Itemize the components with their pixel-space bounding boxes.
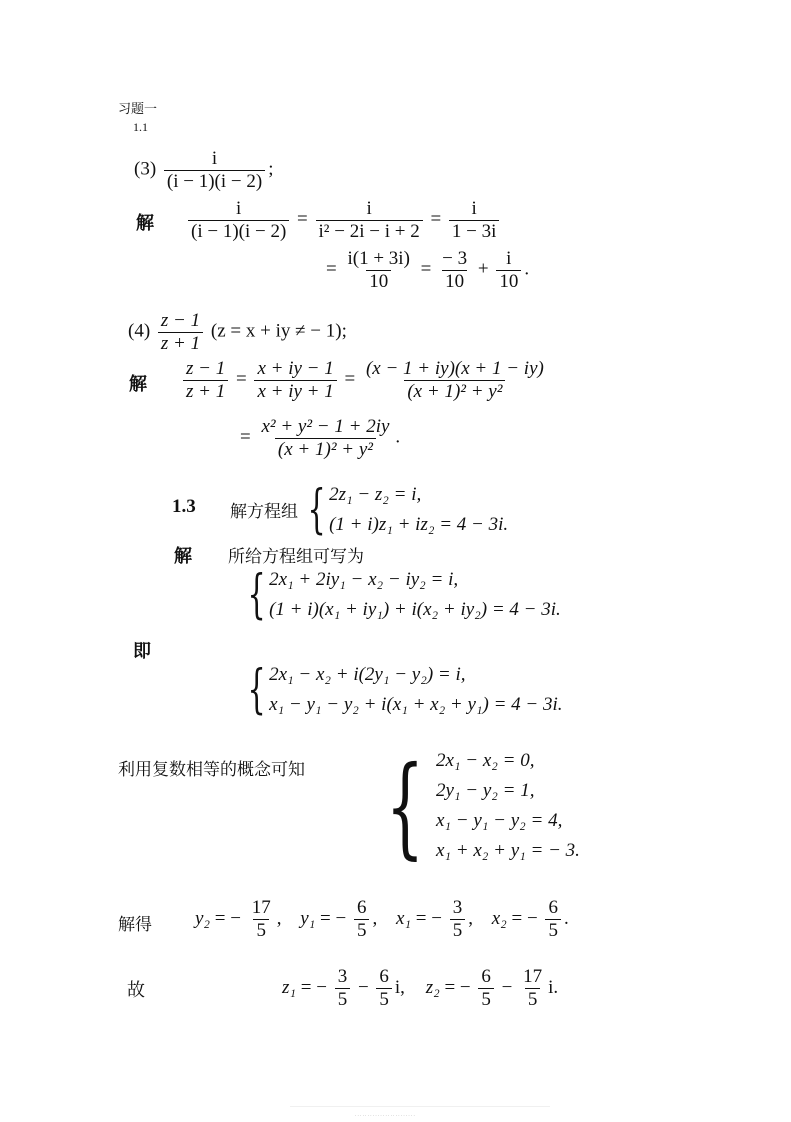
fraction: $\frac{i}{(i - 1)(i - 2)}$ bbox=[188, 198, 289, 243]
z1-answer: z₁ = − $\frac{3}{5}$ − $\frac{6}{5}$ i, bbox=[282, 966, 405, 1010]
fraction: $\frac{x + iy - 1}{x + iy + 1}$ bbox=[254, 358, 336, 403]
exercise-title: 习题一 bbox=[118, 102, 158, 117]
z2-answer: z₂ = − $\frac{6}{5}$ − $\frac{17}{5}$ i. bbox=[425, 966, 559, 1010]
fraction: $\frac{\text{x² + y² − 1 + 2iy}}{\text{(x + 1)² + y²}}$ bbox=[261, 416, 390, 460]
problem-3-statement: (3) $\frac{i}{(i - 1)(i - 2)}$ ; bbox=[134, 148, 274, 192]
problem-3-solution-line-2: = $\frac{i(1 + 3i)}{10}$ = $\frac{- 3}{10}$ + $\frac{i}{10}$ . bbox=[326, 248, 530, 292]
fraction: $\frac{i}{1 - 3i}$ bbox=[449, 198, 500, 243]
problem-4-solution-line-1: $\frac{z - 1}{z + 1}$ = $\frac{x + iy - 1}{x + iy + 1}$ = $\frac{(x - 1 + iy)(x + 1 - iy)}{\text{(x + 1)² + y²}}$ bbox=[180, 358, 550, 403]
ji-label: 即 bbox=[133, 641, 151, 662]
equation-system-1: { 2z₁ − z₂ = i, (1 + i)z₁ + iz₂ = 4 − 3i. bbox=[307, 480, 509, 540]
solution-label: 解 bbox=[129, 374, 147, 395]
problem-1-3-label: 1.3 bbox=[172, 496, 196, 517]
footer-text: · · · · · · · · · · · · · · · · · · · · · · · · bbox=[355, 1113, 415, 1118]
fraction: $\frac{- 3}{10}$ bbox=[442, 248, 468, 292]
left-brace-icon: { bbox=[307, 480, 326, 540]
fraction: $\frac{z - 1}{z + 1}$ bbox=[183, 358, 228, 403]
fraction: $\frac{i(1 + 3i)}{10}$ bbox=[347, 248, 410, 292]
fraction: $\frac{z - 1}{z + 1}$ bbox=[158, 310, 203, 355]
footer-divider bbox=[290, 1106, 550, 1107]
problem-4-statement bbox=[128, 310, 347, 355]
equation-system-2: { 2x₁ + 2iy₁ − x₂ − iy₂ = i, (1 + i)(x₁ + iy₁) + i(x₂ + iy₂) = 4 − 3i. bbox=[247, 565, 561, 625]
problem-1-3-prompt: 解方程组 bbox=[230, 502, 298, 522]
left-brace-icon: { bbox=[247, 660, 266, 720]
condition: (z = x + iy ≠ − 1); bbox=[210, 320, 347, 342]
problem-label: (3) bbox=[134, 158, 157, 180]
fraction: $\frac{i}{(i - 1)(i - 2)}$ bbox=[164, 148, 265, 193]
fraction: $\frac{i}{\text{i² − 2i − i + 2}}$ bbox=[316, 198, 423, 243]
solution-label: 解 bbox=[174, 546, 192, 567]
problem-4-solution-line-2: = $\frac{\text{x² + y² − 1 + 2iy}}{\text{(x + 1)² + y²}}$ . bbox=[240, 416, 401, 460]
fraction: $\frac{(x - 1 + iy)(x + 1 - iy)}{\text{(x + 1)² + y²}}$ bbox=[365, 358, 544, 402]
problem-3-solution-line-1: $\frac{i}{(i - 1)(i - 2)}$ = $\frac{i}{\text{i² − 2i − i + 2}}$ = $\frac{i}{1 - 3i}$ bbox=[185, 198, 502, 243]
left-brace-icon: { bbox=[385, 742, 425, 870]
solve-label: 解得 bbox=[118, 915, 152, 935]
left-brace-icon: { bbox=[247, 565, 266, 625]
final-answer bbox=[282, 966, 558, 1011]
fraction: $\frac{i}{10}$ bbox=[496, 248, 521, 293]
solution-results: y₂ = − $\frac{17}{5}$ , y₁ = − $\frac{6}{5}$ , x₁ = − $\frac{3}{5}$ , x₂ = − $\frac{6}{5}$ . bbox=[195, 897, 569, 941]
equation-system-4: { 2x₁ − x₂ = 0, 2y₁ − y₂ = 1, x₁ − y₁ − y₂ = 4, x₁ + x₂ + y₁ = − 3. bbox=[385, 742, 580, 870]
section-number: 1.1 bbox=[133, 120, 148, 134]
therefore-label: 故 bbox=[127, 980, 145, 1001]
problem-label: (4) bbox=[128, 320, 151, 342]
equation-system-3: { 2x₁ − x₂ + i(2y₁ − y₂) = i, x₁ − y₁ − y₂ + i(x₁ + x₂ + y₁) = 4 − 3i. bbox=[247, 660, 563, 720]
solution-label: 解 bbox=[136, 213, 154, 234]
equality-concept-text: 利用复数相等的概念可知 bbox=[118, 760, 305, 780]
solution-intro: 所给方程组可写为 bbox=[228, 547, 364, 567]
